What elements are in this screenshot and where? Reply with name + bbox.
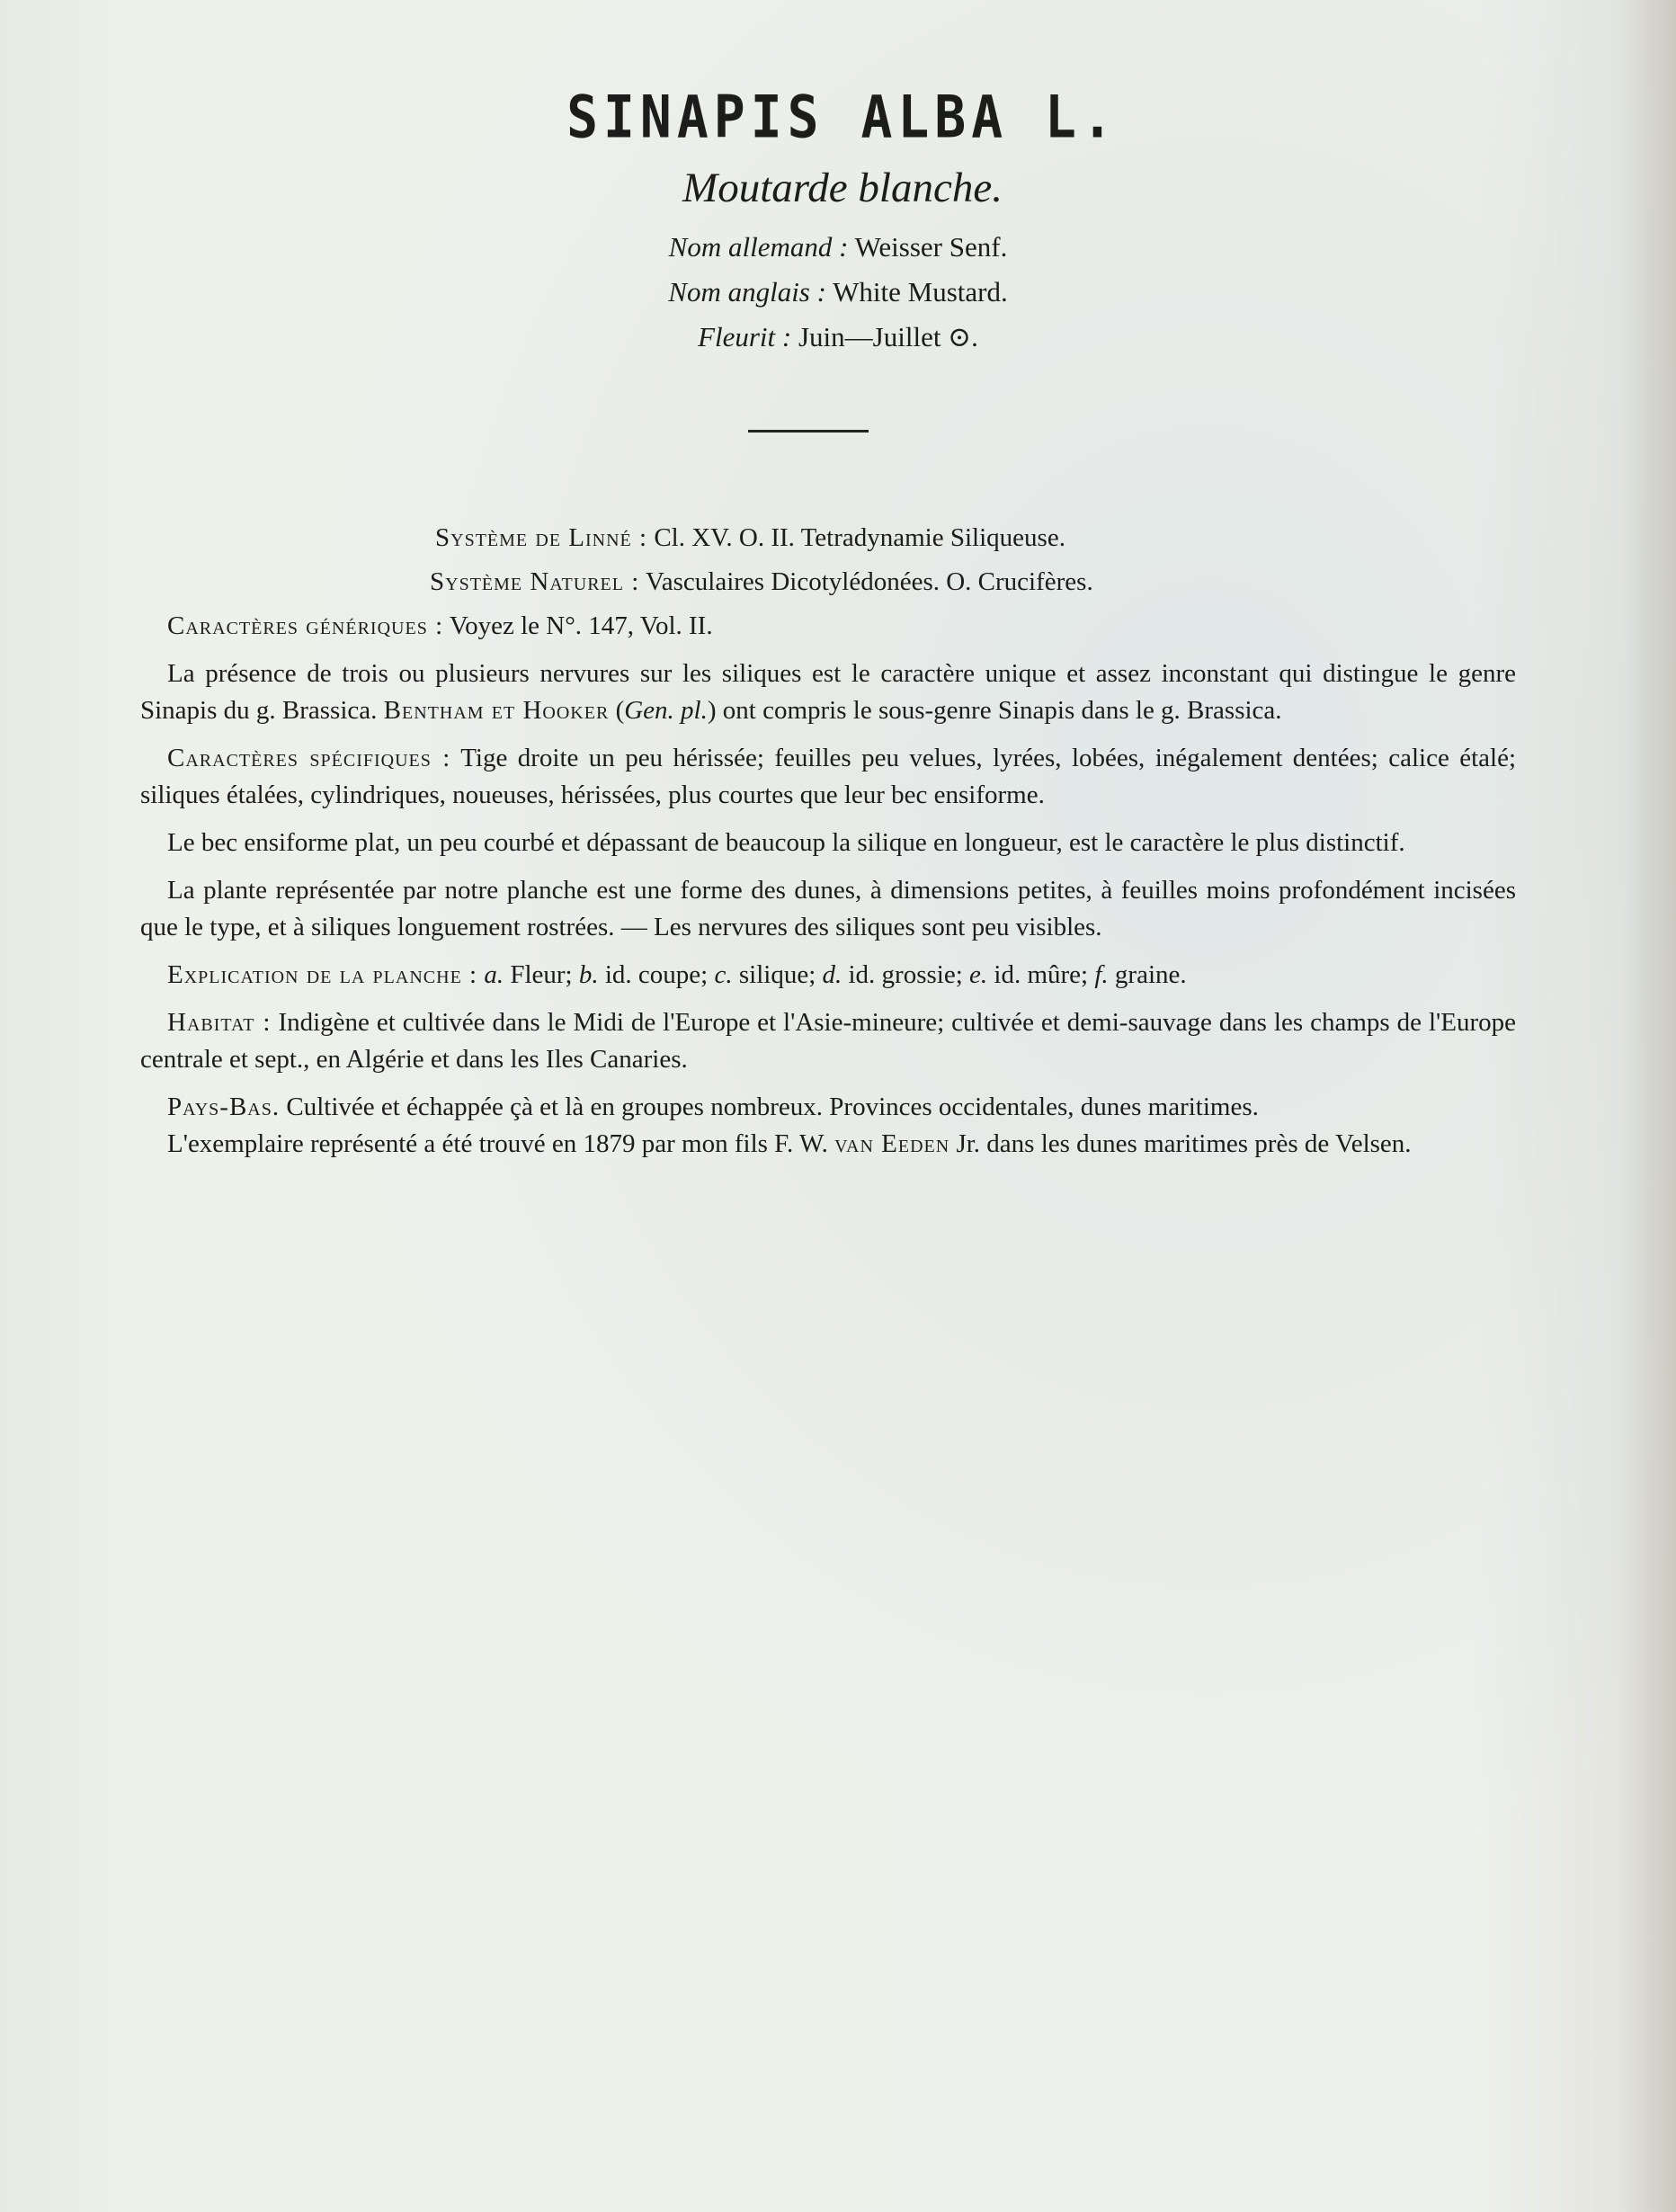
systeme-linne xyxy=(140,520,1516,557)
explication-planche xyxy=(140,957,1516,994)
key-b: b. xyxy=(578,960,599,989)
key-c: c. xyxy=(714,960,733,989)
explication-label: Explication de la planche : xyxy=(167,960,478,989)
key-f-text: graine. xyxy=(1114,960,1187,989)
nom-anglais-value: White Mustard. xyxy=(833,276,1008,308)
fleurit-line xyxy=(0,315,1676,360)
caracteres-specifiques-value: Tige droite un peu hérissée; feuilles peu velues, lyrées, lobées, inégalement dentées; calice étalé; siliques étalées, cylindriques, noueuses, hérissées, plus courtes que leur bec ensiforme. xyxy=(140,744,1516,809)
nom-anglais-line xyxy=(0,270,1676,315)
divider xyxy=(748,430,869,433)
genera-plantarum-ref: Gen. pl. xyxy=(624,696,708,725)
paragraph-plante: La plante représentée par notre planche est une forme des dunes, à dimensions petites, à feuilles moins profondément incisées que le type, et à siliques longuement rostrées. — Les nervures des siliques sont peu visibles. xyxy=(140,876,1516,941)
paragraph-bec: Le bec ensiforme plat, un peu courbé et dépassant de beaucoup la silique en longueur, est le caractère le plus distinctif. xyxy=(167,828,1405,857)
systeme-linne-label: Système de Linné : xyxy=(435,523,648,552)
key-a: a. xyxy=(484,960,504,989)
exemplaire-text-2: Jr. dans les dunes maritimes près de Velsen. xyxy=(956,1129,1412,1158)
exemplaire xyxy=(140,1126,1516,1163)
nom-allemand-label: Nom allemand : xyxy=(668,231,849,263)
authors-name: Bentham et Hooker xyxy=(383,696,610,725)
collector-name: van Eeden xyxy=(834,1129,950,1158)
exemplaire-text-1: L'exemplaire représenté a été trouvé en 1879 par mon fils F. W. xyxy=(167,1129,828,1158)
key-d-text: id. grossie; xyxy=(848,960,963,989)
systeme-naturel-label: Système Naturel : xyxy=(430,567,640,596)
nom-allemand-value: Weisser Senf. xyxy=(854,231,1008,263)
habitat-label: Habitat : xyxy=(167,1008,272,1037)
pays-bas xyxy=(140,1089,1516,1126)
fleurit-label: Fleurit : xyxy=(698,321,792,352)
caracteres-specifiques-label: Caractères spécifiques : xyxy=(167,744,451,772)
caracteres-generiques xyxy=(140,608,1516,645)
key-a-text: Fleur; xyxy=(510,960,573,989)
key-f: f. xyxy=(1094,960,1109,989)
habitat xyxy=(140,1004,1516,1078)
pays-bas-label: Pays-Bas. xyxy=(167,1093,281,1121)
page-title: SINAPIS ALBA L. xyxy=(566,82,1119,152)
key-b-text: id. coupe; xyxy=(604,960,709,989)
pays-bas-value: Cultivée et échappée çà et là en groupes nombreux. Provinces occidentales, dunes maritimes. xyxy=(286,1093,1259,1121)
common-names xyxy=(0,225,1676,360)
nom-allemand-line xyxy=(0,225,1676,270)
presence-text-2: ont compris le sous-genre Sinapis dans le g. Brassica. xyxy=(722,696,1282,725)
caracteres-specifiques xyxy=(140,740,1516,814)
presence-text-1: La présence de trois ou plusieurs nervures sur les siliques est le caractère unique et assez inconstant qui distingue le genre Sinapis du g. Brassica. xyxy=(140,659,1516,725)
fleurit-value: Juin—Juillet ⊙. xyxy=(798,321,978,352)
systeme-naturel-value: Vasculaires Dicotylédonées. O. Crucifères. xyxy=(646,567,1093,596)
paragraph-presence: La présence de trois ou plusieurs nervures sur les siliques est le caractère unique et assez inconstant qui distingue le genre Sinapis du g. Brassica. Bentham et Hooker (Gen. pl.) ont compris le sous-genre Sinapis dans le g. Brassica. xyxy=(140,659,1516,725)
description-body xyxy=(140,520,1516,1173)
caracteres-generiques-label: Caractères génériques : xyxy=(167,611,444,640)
habitat-value: Indigène et cultivée dans le Midi de l'Europe et l'Asie-mineure; cultivée et demi-sauvage dans les champs de l'Europe centrale et sept., en Algérie et dans les Iles Canaries. xyxy=(140,1008,1517,1074)
key-c-text: silique; xyxy=(738,960,816,989)
nom-anglais-label: Nom anglais : xyxy=(668,276,826,308)
systeme-naturel xyxy=(140,564,1516,601)
systeme-linne-value: Cl. XV. O. II. Tetradynamie Siliqueuse. xyxy=(654,523,1065,552)
header xyxy=(0,82,1676,360)
page-subtitle: Moutarde blanche. xyxy=(682,165,1003,211)
caracteres-generiques-value: Voyez le N°. 147, Vol. II. xyxy=(449,611,713,640)
key-d: d. xyxy=(822,960,842,989)
key-e: e. xyxy=(969,960,988,989)
key-e-text: id. mûre; xyxy=(994,960,1089,989)
